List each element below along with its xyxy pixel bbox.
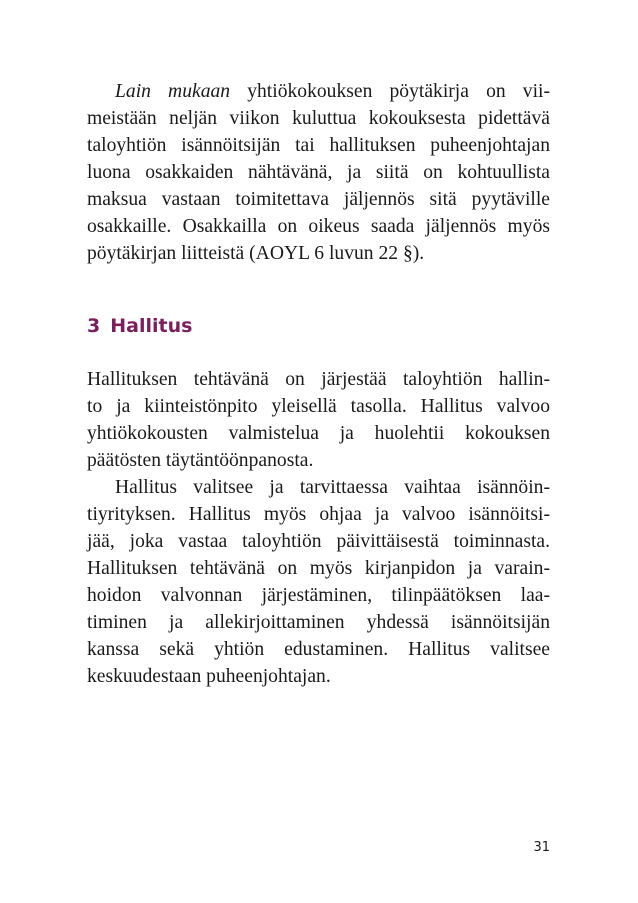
paragraph1-line-7: pöytäkirjan liitteistä (AOYL 6 luvun 22 §). xyxy=(87,243,425,264)
paragraph2-line-3: yhtiökokousten valmistelua ja huolehtii kokouksen xyxy=(87,423,550,444)
paragraph2-line-1: Hallituksen tehtävänä on järjestää taloyhtiön hallin- xyxy=(87,369,550,390)
paragraph1-line-1-text: yhtiökokouksen pöytäkirja on vii- xyxy=(230,81,550,102)
paragraph3-line-4: Hallituksen tehtävänä on myös kirjanpidon ja varain- xyxy=(87,558,550,579)
paragraph3-line-7: kanssa sekä yhtiön edustaminen. Hallitus valitsee xyxy=(87,639,550,660)
paragraph1-line-2: meistään neljän viikon kuluttua kokouksesta pidettävä xyxy=(87,108,550,129)
paragraph1-line-5: maksua vastaan toimitettava jäljennös sitä pyytäville xyxy=(87,189,550,210)
paragraph3-line-5: hoidon valvonnan järjestäminen, tilinpäätöksen laa- xyxy=(87,585,550,606)
paragraph3-line-3: jää, joka vastaa taloyhtiön päivittäisestä toiminnasta. xyxy=(87,531,550,552)
paragraph3-line-1: Hallitus valitsee ja tarvittaessa vaihtaa isännöin- xyxy=(115,477,550,498)
paragraph1-line-6: osakkaille. Osakkailla on oikeus saada jäljennös myös xyxy=(87,216,550,237)
section-title: Hallitus xyxy=(110,315,193,337)
page-number: 31 xyxy=(533,840,550,855)
paragraph1-line-3: taloyhtiön isännöitsijän tai hallituksen puheenjohtajan xyxy=(87,135,550,156)
section-heading xyxy=(87,313,192,339)
law-reference-italic: Lain mukaan xyxy=(115,81,231,102)
paragraph2-line-2: to ja kiinteistönpito yleisellä tasolla. Hallitus valvoo xyxy=(87,396,550,417)
paragraph3-line-8: keskuudestaan puheenjohtajan. xyxy=(87,666,331,687)
paragraph2-line-4: päätösten täytäntöönpanosta. xyxy=(87,450,314,471)
paragraph1-line-4: luona osakkaiden nähtävänä, ja siitä on kohtuullista xyxy=(87,162,550,183)
paragraph3-line-6: timinen ja allekirjoittaminen yhdessä isännöitsijän xyxy=(87,612,550,633)
paragraph1-line-1 xyxy=(115,79,550,105)
section-number: 3 xyxy=(87,315,101,337)
paragraph3-line-2: tiyrityksen. Hallitus myös ohjaa ja valvoo isännöitsi- xyxy=(87,504,550,525)
